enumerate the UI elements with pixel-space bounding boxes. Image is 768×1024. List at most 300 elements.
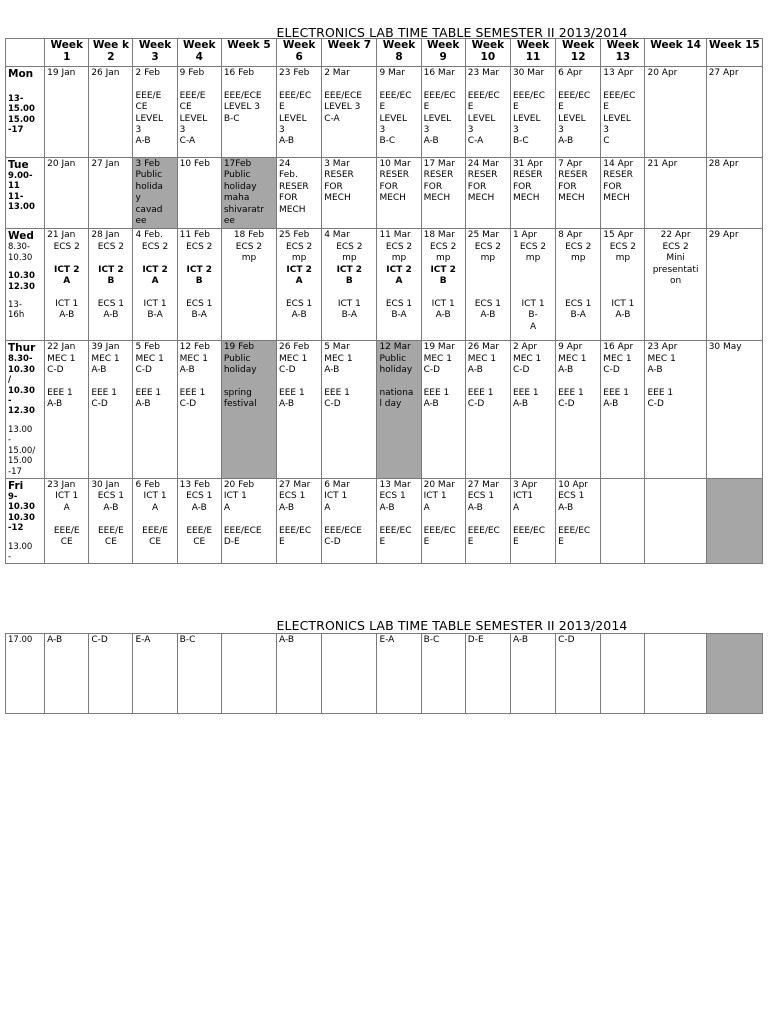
cell-line: C-D xyxy=(423,365,441,376)
cell-line: Public xyxy=(223,353,251,364)
day-name: Tue xyxy=(8,159,29,171)
cell-line: EEE/ECE xyxy=(223,90,262,101)
cell-mon-week-3 xyxy=(133,67,177,158)
cell-line: ICT 1 xyxy=(611,298,635,309)
cell-fri-week-12 xyxy=(556,478,601,563)
cell-line: MEC 1 xyxy=(279,353,308,364)
cell-tue-week-11 xyxy=(510,158,555,229)
cell-continued-week-12 xyxy=(556,634,601,714)
cell-continued-week-7 xyxy=(322,634,377,714)
cell-line: 26 Mar xyxy=(467,342,500,353)
cell-line: CE xyxy=(179,102,192,113)
cell-line: A xyxy=(529,321,537,332)
cell-fri-week-8 xyxy=(377,478,421,563)
cell-line: 23 Jan xyxy=(47,479,76,490)
time-slot: 9- xyxy=(8,491,18,502)
cell-continued-week-9 xyxy=(421,634,465,714)
cell-line: 7 Apr xyxy=(558,159,583,169)
cell-line: ICT 2 xyxy=(142,264,168,275)
cell-line: EEE/EC xyxy=(558,525,591,536)
cell-wed-week-10 xyxy=(465,229,510,341)
cell-line: C-D xyxy=(558,635,575,645)
cell-line: 24 xyxy=(279,159,291,169)
cell-line: 8 Apr xyxy=(558,230,583,241)
cell-line: A-B xyxy=(324,365,340,376)
cell-line xyxy=(180,253,219,264)
cell-line: B-A xyxy=(570,310,586,321)
cell-fri-week-11 xyxy=(510,478,555,563)
cell-line: ECS 1 xyxy=(558,491,585,502)
cell-line: 21 Jan xyxy=(47,230,76,241)
cell-line: EEE 1 xyxy=(558,388,584,399)
cell-line: LEVEL xyxy=(423,113,452,124)
cell-tue-week-12 xyxy=(556,158,601,229)
time-slot: 10.30 xyxy=(8,502,35,513)
cell-line xyxy=(180,514,219,525)
cell-line xyxy=(224,79,274,90)
cell-fri-week-10 xyxy=(465,478,510,563)
cell-line: ECS 1 xyxy=(565,298,592,309)
time-slot: 17.00 xyxy=(8,635,33,645)
cell-line: E xyxy=(467,536,474,547)
cell-fri-week-7 xyxy=(322,478,377,563)
header-week-8: Week 8 xyxy=(377,39,421,67)
time-slot: - xyxy=(8,396,12,407)
cell-thu-week-5 xyxy=(221,341,276,478)
cell-line xyxy=(279,377,319,388)
cell-line: ICT 1 xyxy=(55,491,79,502)
cell-thu-week-13 xyxy=(601,341,645,478)
cell-line: LEVEL xyxy=(558,113,586,124)
cell-thu-week-6 xyxy=(277,341,322,478)
cell-line: A-B xyxy=(467,502,483,513)
cell-line: C-A xyxy=(467,136,484,147)
time-slot: 11 xyxy=(8,181,20,192)
cell-line: EEE/ECE xyxy=(324,525,362,536)
cell-line: ECS 1 xyxy=(186,491,213,502)
cell-line: FOR xyxy=(467,181,487,192)
cell-line: E xyxy=(423,536,430,547)
cell-line: EEE/EC xyxy=(279,525,312,536)
cell-line xyxy=(279,514,319,525)
cell-line: EEE/EC xyxy=(512,525,546,536)
cell-line: spring xyxy=(223,388,252,399)
cell-line: EEE/EC xyxy=(467,90,500,101)
header-week-12: Week 12 xyxy=(556,39,601,67)
header-week-1: Week 1 xyxy=(45,39,89,67)
cell-line: 3 xyxy=(135,125,142,136)
time-slot: 15.00 xyxy=(8,456,33,467)
cell-line xyxy=(558,377,598,388)
cell-line: 9 Apr xyxy=(558,342,583,353)
cell-line: ICT 2 xyxy=(386,264,412,275)
cell-line: CE xyxy=(149,536,162,547)
cell-line xyxy=(513,377,553,388)
cell-line xyxy=(513,514,553,525)
cell-line: A xyxy=(151,502,159,513)
cell-line: EEE 1 xyxy=(603,388,629,399)
cell-wed-week-14 xyxy=(645,229,706,341)
cell-continued-week-2 xyxy=(89,634,133,714)
cell-line: 9 Mar xyxy=(379,68,406,78)
cell-line: mp xyxy=(391,253,407,264)
cell-line: E xyxy=(603,102,609,113)
cell-line xyxy=(468,79,508,90)
time-slot: -17 xyxy=(8,125,24,136)
cell-fri-week-5 xyxy=(221,478,276,563)
cell-wed-week-5 xyxy=(221,229,276,341)
cell-line: RESER xyxy=(379,170,410,181)
time-slot: 8.30- xyxy=(8,242,30,253)
cell-line: C-D xyxy=(558,399,575,410)
cell-line: EEE/ECE xyxy=(324,90,362,101)
cell-continued-week-14 xyxy=(645,634,706,714)
cell-line: ICT 2 xyxy=(98,264,124,275)
cell-line: B-C xyxy=(379,136,396,147)
cell-line: 18 Mar xyxy=(423,230,455,241)
cell-line: A-B xyxy=(512,399,529,410)
cell-line: D-E xyxy=(467,635,484,645)
cell-line: ECS 1 xyxy=(474,298,501,309)
cell-line: 30 May xyxy=(708,342,742,353)
cell-line: MECH xyxy=(467,193,495,204)
cell-mon-week-14 xyxy=(645,67,706,158)
cell-line: A-B xyxy=(135,136,151,147)
cell-line: y xyxy=(135,193,141,204)
cell-line: A-B xyxy=(47,635,63,645)
cell-line: 13 Feb xyxy=(179,479,210,490)
cell-line: 21 Apr xyxy=(647,159,678,169)
cell-fri-week-3 xyxy=(133,478,177,563)
cell-fri-week-9 xyxy=(421,478,465,563)
cell-wed-week-12 xyxy=(556,229,601,341)
cell-line: B-A xyxy=(391,310,407,321)
cell-line: ECS 2 xyxy=(141,241,169,252)
cell-line: 6 Feb xyxy=(135,479,161,490)
cell-line: mp xyxy=(435,253,451,264)
header-week-9: Week 9 xyxy=(421,39,465,67)
cell-line: ECS 2 xyxy=(609,241,637,252)
cell-mon-week-2 xyxy=(89,67,133,158)
cell-line xyxy=(224,377,274,388)
cell-line xyxy=(603,265,642,276)
cell-wed-week-7 xyxy=(322,229,377,341)
cell-line xyxy=(513,276,553,287)
day-label-mon xyxy=(6,67,45,158)
cell-line: B-C xyxy=(512,136,529,147)
cell-line: 3 xyxy=(512,125,519,136)
cell-wed-week-4 xyxy=(177,229,221,341)
cell-line: Public xyxy=(223,170,251,181)
row-continued xyxy=(6,634,763,714)
cell-line: EEE/E xyxy=(186,525,213,536)
cell-line xyxy=(135,253,174,264)
time-slot: 10.30 xyxy=(8,385,35,396)
cell-line: ICT1 xyxy=(512,491,534,502)
cell-thu-week-9 xyxy=(421,341,465,478)
header-week-14: Week 14 xyxy=(645,39,706,67)
time-slot: / xyxy=(8,375,12,386)
cell-line: RESER xyxy=(512,170,543,181)
cell-mon-week-5 xyxy=(221,67,276,158)
cell-line: RESER xyxy=(558,170,588,181)
cell-continued-week-11 xyxy=(510,634,555,714)
cell-line: 12 Feb xyxy=(179,342,210,353)
row-friday xyxy=(6,478,763,563)
cell-line: B- xyxy=(528,310,538,321)
cell-line: 12 Mar xyxy=(379,342,411,353)
cell-line: MECH xyxy=(279,204,306,215)
cell-line: A-B xyxy=(558,365,574,376)
page-title: ELECTRONICS LAB TIME TABLE SEMESTER II 2013/2014 xyxy=(276,25,628,40)
cell-line: MEC 1 xyxy=(47,353,76,364)
cell-line: C-D xyxy=(47,365,64,376)
cell-thu-week-11 xyxy=(510,341,555,478)
header-week-6: Week 6 xyxy=(277,39,322,67)
cell-line: 2 Feb xyxy=(135,68,161,78)
cell-line: C-D xyxy=(324,536,341,547)
time-slot: 15.00 xyxy=(8,114,35,125)
cell-line: 11 Mar xyxy=(379,230,411,241)
cell-wed-week-1 xyxy=(45,229,89,341)
cell-line xyxy=(47,253,86,264)
cell-line: EEE/EC xyxy=(467,525,500,536)
cell-line: E xyxy=(467,102,474,113)
cell-line: 22 Apr xyxy=(660,230,691,241)
cell-line: 39 Jan xyxy=(91,342,120,353)
cell-line: EEE/EC xyxy=(423,525,456,536)
cell-line: EEE 1 xyxy=(423,388,450,399)
cell-line: LEVEL xyxy=(603,113,631,124)
cell-line: EEE 1 xyxy=(135,388,162,399)
time-slot: 12.30 xyxy=(8,406,35,417)
cell-line xyxy=(603,79,642,90)
cell-mon-week-8 xyxy=(377,67,421,158)
time-slot: 8.30- xyxy=(8,354,33,365)
cell-line: A-B xyxy=(423,399,439,410)
cell-line xyxy=(513,287,553,298)
cell-line: ICT 1 xyxy=(223,491,247,502)
cell-line: EEE 1 xyxy=(647,388,674,399)
cell-line: A-B xyxy=(103,502,119,513)
cell-line xyxy=(47,377,86,388)
time-slot-continued xyxy=(6,634,45,714)
cell-line: ICT 2 xyxy=(186,264,212,275)
cell-line: 17 Mar xyxy=(423,159,455,169)
cell-line: B xyxy=(439,276,447,287)
cell-line: ICT 1 xyxy=(431,298,455,309)
header-week-2: Wee k 2 xyxy=(89,39,133,67)
cell-line: A xyxy=(395,276,403,287)
cell-line: holiday xyxy=(379,365,413,376)
cell-line xyxy=(558,79,598,90)
cell-line: 3 Apr xyxy=(512,479,538,490)
cell-line: mp xyxy=(615,253,631,264)
cell-line: RESER xyxy=(603,170,633,181)
cell-line xyxy=(324,377,374,388)
header-week-11: Week 11 xyxy=(510,39,555,67)
cell-line: E xyxy=(279,102,285,113)
cell-line: 28 Jan xyxy=(91,230,120,241)
cell-line xyxy=(279,79,319,90)
cell-line: EEE/EC xyxy=(379,90,412,101)
cell-thu-week-4 xyxy=(177,341,221,478)
time-slot: 15.00/ xyxy=(8,445,36,456)
page-title-continued: ELECTRONICS LAB TIME TABLE SEMESTER II 2013/2014 xyxy=(276,618,628,633)
time-slot: 15.00 xyxy=(8,104,35,115)
cell-line: E-A xyxy=(379,635,395,645)
cell-tue-week-14 xyxy=(645,158,706,229)
cell-line: 10 Mar xyxy=(379,159,411,169)
cell-line: C-A xyxy=(179,136,196,147)
cell-line: 20 Mar xyxy=(423,479,455,490)
cell-line: 27 Mar xyxy=(279,479,311,490)
cell-line: 3 xyxy=(379,125,386,136)
time-slot: 10.30 xyxy=(8,364,35,375)
day-name: Thur xyxy=(8,342,36,355)
day-label-tue xyxy=(6,158,45,229)
cell-line xyxy=(468,514,508,525)
cell-line: MEC 1 xyxy=(423,353,452,364)
cell-line: EEE/E xyxy=(179,90,206,101)
header-week-3: Week 3 xyxy=(133,39,177,67)
cell-line: A-B xyxy=(279,399,295,410)
cell-line: MEC 1 xyxy=(179,353,208,364)
cell-line: festival xyxy=(223,399,257,410)
cell-line: holiday xyxy=(223,365,257,376)
corner-cell xyxy=(6,39,45,67)
cell-wed-week-8 xyxy=(377,229,421,341)
cell-line: EEE/E xyxy=(53,525,80,536)
header-week-10: Week 10 xyxy=(465,39,510,67)
cell-line: 6 Mar xyxy=(324,479,350,490)
cell-continued-week-10 xyxy=(465,634,510,714)
time-slot: 13.00 xyxy=(8,424,33,435)
cell-line xyxy=(180,287,219,298)
cell-line: EEE/E xyxy=(135,90,162,101)
cell-line: A-B xyxy=(91,365,107,376)
row-tuesday xyxy=(6,158,763,229)
day-name: Fri xyxy=(8,479,24,492)
cell-line: B-C xyxy=(423,635,440,645)
cell-line xyxy=(513,79,553,90)
cell-thu-week-2 xyxy=(89,341,133,478)
cell-wed-week-2 xyxy=(89,229,133,341)
cell-line: A-B xyxy=(558,136,574,147)
cell-line: B-A xyxy=(191,310,207,321)
cell-line: A-B xyxy=(423,136,439,147)
cell-mon-week-7 xyxy=(322,67,377,158)
cell-line: EEE 1 xyxy=(47,388,73,399)
timetable-continued xyxy=(5,633,763,714)
cell-line: E xyxy=(379,102,386,113)
cell-line: 28 Apr xyxy=(708,159,739,169)
cell-line: FOR xyxy=(279,193,298,204)
cell-line xyxy=(91,514,130,525)
row-thursday xyxy=(6,341,763,478)
cell-line: MEC 1 xyxy=(647,353,676,364)
cell-line: MEC 1 xyxy=(135,353,164,364)
cell-line xyxy=(180,377,219,388)
cell-thu-week-7 xyxy=(322,341,377,478)
cell-line: 20 Apr xyxy=(647,68,678,78)
cell-line: C-D xyxy=(135,365,152,376)
cell-line: EEE/EC xyxy=(512,90,546,101)
cell-fri-week-6 xyxy=(277,478,322,563)
cell-line: mp xyxy=(291,253,307,264)
cell-line: presentati xyxy=(652,264,699,275)
cell-line: ECS 2 xyxy=(474,241,501,252)
cell-line: E xyxy=(423,102,430,113)
cell-line: ICT 1 xyxy=(143,491,167,502)
cell-line: FOR xyxy=(558,181,577,192)
cell-line xyxy=(47,514,86,525)
cell-tue-week-8 xyxy=(377,158,421,229)
row-monday xyxy=(6,67,763,158)
time-slot: 11- xyxy=(8,191,24,202)
cell-line: 27 Apr xyxy=(708,68,739,78)
cell-line: 13 Mar xyxy=(379,479,411,490)
cell-line: FOR xyxy=(324,181,343,192)
cell-line: Public xyxy=(135,170,163,181)
cell-line: C-D xyxy=(324,399,341,410)
time-slot: 13.00 xyxy=(8,541,33,552)
cell-line xyxy=(91,253,130,264)
cell-line: 25 Mar xyxy=(467,230,500,241)
cell-line: MECH xyxy=(423,193,451,204)
cell-mon-week-13 xyxy=(601,67,645,158)
cell-line: mp xyxy=(241,253,257,264)
cell-line: ECS 2 xyxy=(385,241,413,252)
cell-line: 2 Apr xyxy=(512,342,538,353)
header-week-4: Week 4 xyxy=(177,39,221,67)
cell-line: A-B xyxy=(279,502,295,513)
cell-line: A xyxy=(63,502,70,513)
cell-line: ICT 2 xyxy=(53,264,80,275)
cell-line: EEE 1 xyxy=(179,388,206,399)
cell-line xyxy=(424,287,463,298)
cell-line xyxy=(324,287,374,298)
cell-line xyxy=(135,514,174,525)
cell-continued-week-6 xyxy=(277,634,322,714)
cell-line: l day xyxy=(379,399,402,410)
cell-line: B xyxy=(107,276,115,287)
time-slot: 13- xyxy=(8,94,24,104)
cell-line: A xyxy=(151,276,159,287)
cell-line: E xyxy=(558,102,564,113)
cell-thu-week-8 xyxy=(377,341,421,478)
cell-line: 16 Apr xyxy=(603,342,634,353)
cell-line: EEE 1 xyxy=(91,388,117,399)
time-slot: 10.30 xyxy=(8,512,35,523)
cell-line xyxy=(558,514,598,525)
cell-line: nationa xyxy=(379,388,414,399)
cell-tue-week-6 xyxy=(277,158,322,229)
cell-line: on xyxy=(669,276,682,287)
cell-line: A-B xyxy=(291,310,307,321)
cell-line: LEVEL xyxy=(512,113,541,124)
cell-line xyxy=(647,377,703,388)
cell-line: A-B xyxy=(615,310,631,321)
cell-line: RESER xyxy=(423,170,454,181)
day-label-fri xyxy=(6,478,45,563)
cell-continued-week-15 xyxy=(706,634,762,714)
cell-tue-week-7 xyxy=(322,158,377,229)
cell-line: A xyxy=(512,502,520,513)
cell-line: ICT 2 xyxy=(336,264,363,275)
cell-line: EEE 1 xyxy=(324,388,350,399)
row-wednesday xyxy=(6,229,763,341)
